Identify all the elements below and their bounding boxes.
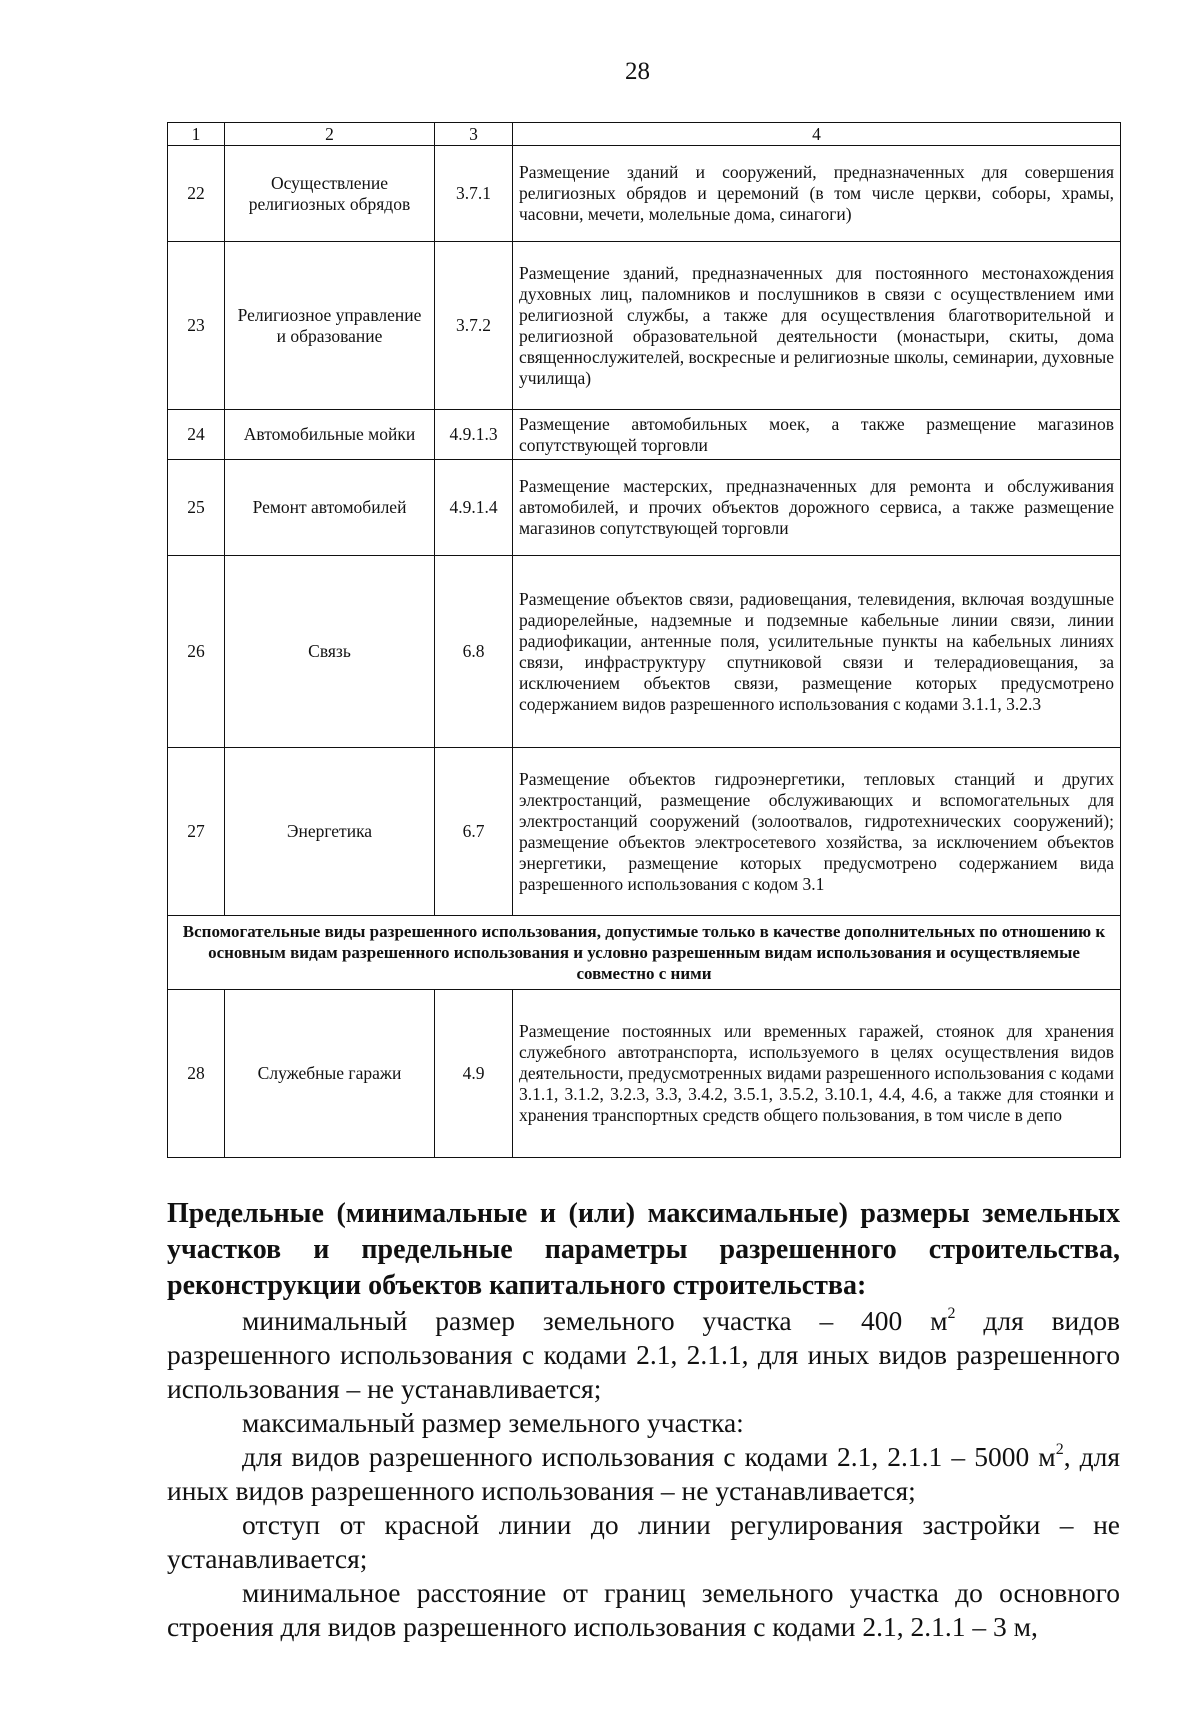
use-code: 6.8 [435,556,513,748]
use-description: Размещение объектов связи, радиовещания, телевидения, включая воздушные радиорелейные, надземные и подземные кабельные линии связи, линии радиофикации, антенные поля, усилительные пункты на кабельных линиях связи, инфраструктуру спутниковой связи и телерадиовещания, за исключением объектов связи, размещение которых предусмотрено содержанием видов разрешенного использования с кодами 3.1.1, 3.2.3 [513,556,1121,748]
use-description: Размещение зданий, предназначенных для постоянного местонахождения духовных лиц, паломников и послушников в связи с осуществлением ими религиозной службы, а также для осуществления благотворительной и религиозной образовательной деятельности (монастыри, скиты, дома священнослужителей, воскресные и религиозные школы, семинарии, духовные училища) [513,242,1121,410]
use-description: Размещение мастерских, предназначенных для ремонта и обслуживания автомобилей, и прочих объектов дорожного сервиса, а также размещение магазинов сопутствующей торговли [513,460,1121,556]
table-row [168,410,1121,460]
table-header-row [168,123,1121,146]
use-description: Размещение автомобильных моек, а также размещение магазинов сопутствующей торговли [513,410,1121,460]
paragraph-red-line-setback: отступ от красной линии до линии регулирования застройки – не устанавливается; [167,1509,1120,1574]
section-heading: Предельные (минимальные и (или) максимальные) размеры земельных участков и предельные параметры разрешенного строительства, реконструкции объектов капитального строительства: [167,1198,1120,1301]
row-number: 22 [168,146,225,242]
use-code: 4.9 [435,990,513,1158]
table-row [168,556,1121,748]
text-fragment: , для иных видов разрешенного использования – не устанавливается; [167,1441,1120,1506]
column-header: 2 [225,123,435,146]
column-header: 1 [168,123,225,146]
use-name: Энергетика [225,748,435,916]
text-fragment: для видов разрешенного использования с кодами 2.1, 2.1.1 – 5000 м [242,1441,1056,1472]
use-code: 4.9.1.3 [435,410,513,460]
table-row [168,146,1121,242]
use-code: 3.7.2 [435,242,513,410]
use-name: Ремонт автомобилей [225,460,435,556]
use-code: 4.9.1.4 [435,460,513,556]
table-row [168,460,1121,556]
table-row [168,748,1121,916]
use-code: 3.7.1 [435,146,513,242]
use-name: Автомобильные мойки [225,410,435,460]
row-number: 27 [168,748,225,916]
paragraph-max-plot-size: максимальный размер земельного участка: [242,1407,744,1438]
table-row [168,990,1121,1158]
row-number: 23 [168,242,225,410]
land-use-table [167,122,1121,1158]
page-number: 28 [625,58,650,85]
table-row [168,242,1121,410]
use-name: Религиозное управление и образование [225,242,435,410]
auxiliary-uses-section-title: Вспомогательные виды разрешенного использования, допустимые только в качестве дополнительных по отношению к основным видам разрешенного использования и условно разрешенным видам использования и осуществляемые совместно с ними [168,916,1121,990]
paragraph-min-plot-size [167,1304,1120,1406]
column-header: 4 [513,123,1121,146]
paragraph-max-plot-size-values [167,1440,1120,1508]
use-code: 6.7 [435,748,513,916]
section-header-row [168,916,1121,990]
use-description: Размещение зданий и сооружений, предназначенных для совершения религиозных обрядов и церемоний (в том числе церкви, соборы, храмы, часовни, мечети, молельные дома, синагоги) [513,146,1121,242]
use-name: Осуществление религиозных обрядов [225,146,435,242]
use-description: Размещение объектов гидроэнергетики, тепловых станций и других электростанций, размещение обслуживающих и вспомогательных для электростанций сооружений (золоотвалов, гидротехнических сооружений); размещение объектов электросетевого хозяйства, за исключением объектов энергетики, размещение которых предусмотрено содержанием вида разрешенного использования с кодом 3.1 [513,748,1121,916]
use-name: Связь [225,556,435,748]
superscript: 2 [1055,1441,1064,1458]
regulations-text [167,1196,1120,1644]
use-name: Служебные гаражи [225,990,435,1158]
row-number: 24 [168,410,225,460]
column-header: 3 [435,123,513,146]
row-number: 26 [168,556,225,748]
row-number: 28 [168,990,225,1158]
use-description: Размещение постоянных или временных гаражей, стоянок для хранения служебного автотранспорта, используемого в целях осуществления видов деятельности, предусмотренных видами разрешенного использования с кодами 3.1.1, 3.1.2, 3.2.3, 3.3, 3.4.2, 3.5.1, 3.5.2, 3.10.1, 4.4, 4.6, а также для стоянки и хранения транспортных средств общего пользования, в том числе в депо [513,990,1121,1158]
paragraph-min-distance: минимальное расстояние от границ земельного участка до основного строения для видов разрешенного использования с кодами 2.1, 2.1.1 – 3 м, [167,1577,1120,1642]
text-fragment: для видов разрешенного использования с кодами 2.1, 2.1.1, для иных видов разрешенного использования – не устанавливается; [167,1305,1120,1404]
row-number: 25 [168,460,225,556]
text-fragment: минимальный размер земельного участка – 400 м [242,1305,948,1336]
superscript: 2 [947,1305,956,1322]
